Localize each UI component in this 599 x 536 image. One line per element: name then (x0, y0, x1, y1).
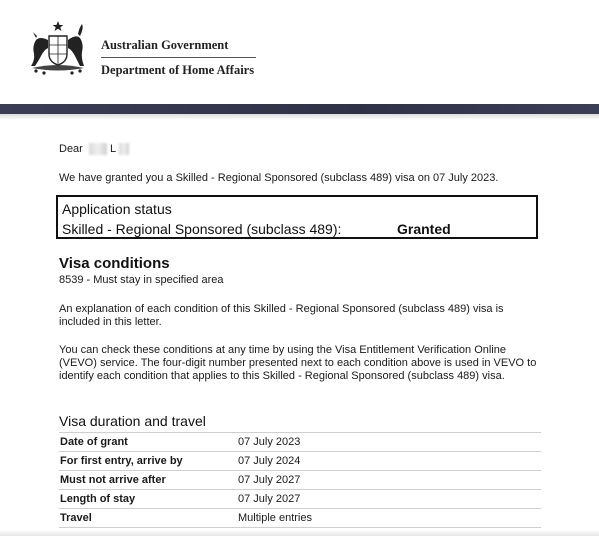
status-title: Application status (62, 201, 172, 217)
row-label: Must not arrive after (60, 474, 166, 486)
table-row (59, 433, 541, 452)
salutation-word: Dear (59, 143, 83, 155)
salutation (59, 143, 129, 155)
status-visa-name: Skilled - Regional Sponsored (subclass 489): (62, 221, 342, 237)
row-value: 07 July 2027 (238, 474, 301, 486)
vevo-paragraph: You can check these conditions at any time by using the Visa Entitlement Verification Online (VEVO) service. The four-digit number presented next to each condition above is used in VEVO to identify each condition that applies to this Skilled - Regional Sponsored (subclass 489) visa. (59, 344, 537, 382)
row-label: Travel (60, 512, 92, 524)
salutation-initial: L (109, 143, 116, 155)
redacted-surname (119, 143, 129, 155)
condition-item: 8539 - Must stay in specified area (59, 274, 224, 286)
coat-of-arms-icon (22, 20, 94, 78)
application-status-box (56, 195, 538, 239)
identity-divider (101, 57, 256, 58)
row-value: 07 July 2023 (238, 436, 301, 448)
table-row (59, 452, 541, 471)
table-row (59, 490, 541, 509)
page-bottom-edge (0, 530, 599, 536)
table-row (59, 509, 541, 528)
conditions-explanation: An explanation of each condition of this Skilled - Regional Sponsored (subclass 489) visa is included in this letter. (59, 303, 504, 328)
table-row (59, 471, 541, 490)
letterhead (0, 0, 599, 104)
row-label: Date of grant (60, 436, 128, 448)
row-value: 07 July 2024 (238, 455, 301, 467)
government-name: Australian Government (101, 38, 229, 52)
row-value: 07 July 2027 (238, 493, 301, 505)
status-value: Granted (397, 221, 451, 237)
department-name: Department of Home Affairs (101, 63, 255, 77)
header-band (0, 104, 599, 114)
redacted-name (89, 143, 107, 155)
grant-sentence: We have granted you a Skilled - Regional Sponsored (subclass 489) visa on 07 July 2023. (59, 172, 499, 184)
duration-title: Visa duration and travel (59, 413, 206, 429)
header-band-shadow (0, 114, 599, 120)
row-label: Length of stay (60, 493, 136, 505)
duration-table (59, 432, 541, 528)
agency-identity (101, 38, 261, 78)
row-value: Multiple entries (238, 512, 312, 524)
conditions-title: Visa conditions (59, 255, 170, 272)
row-label: For first entry, arrive by (60, 455, 183, 467)
